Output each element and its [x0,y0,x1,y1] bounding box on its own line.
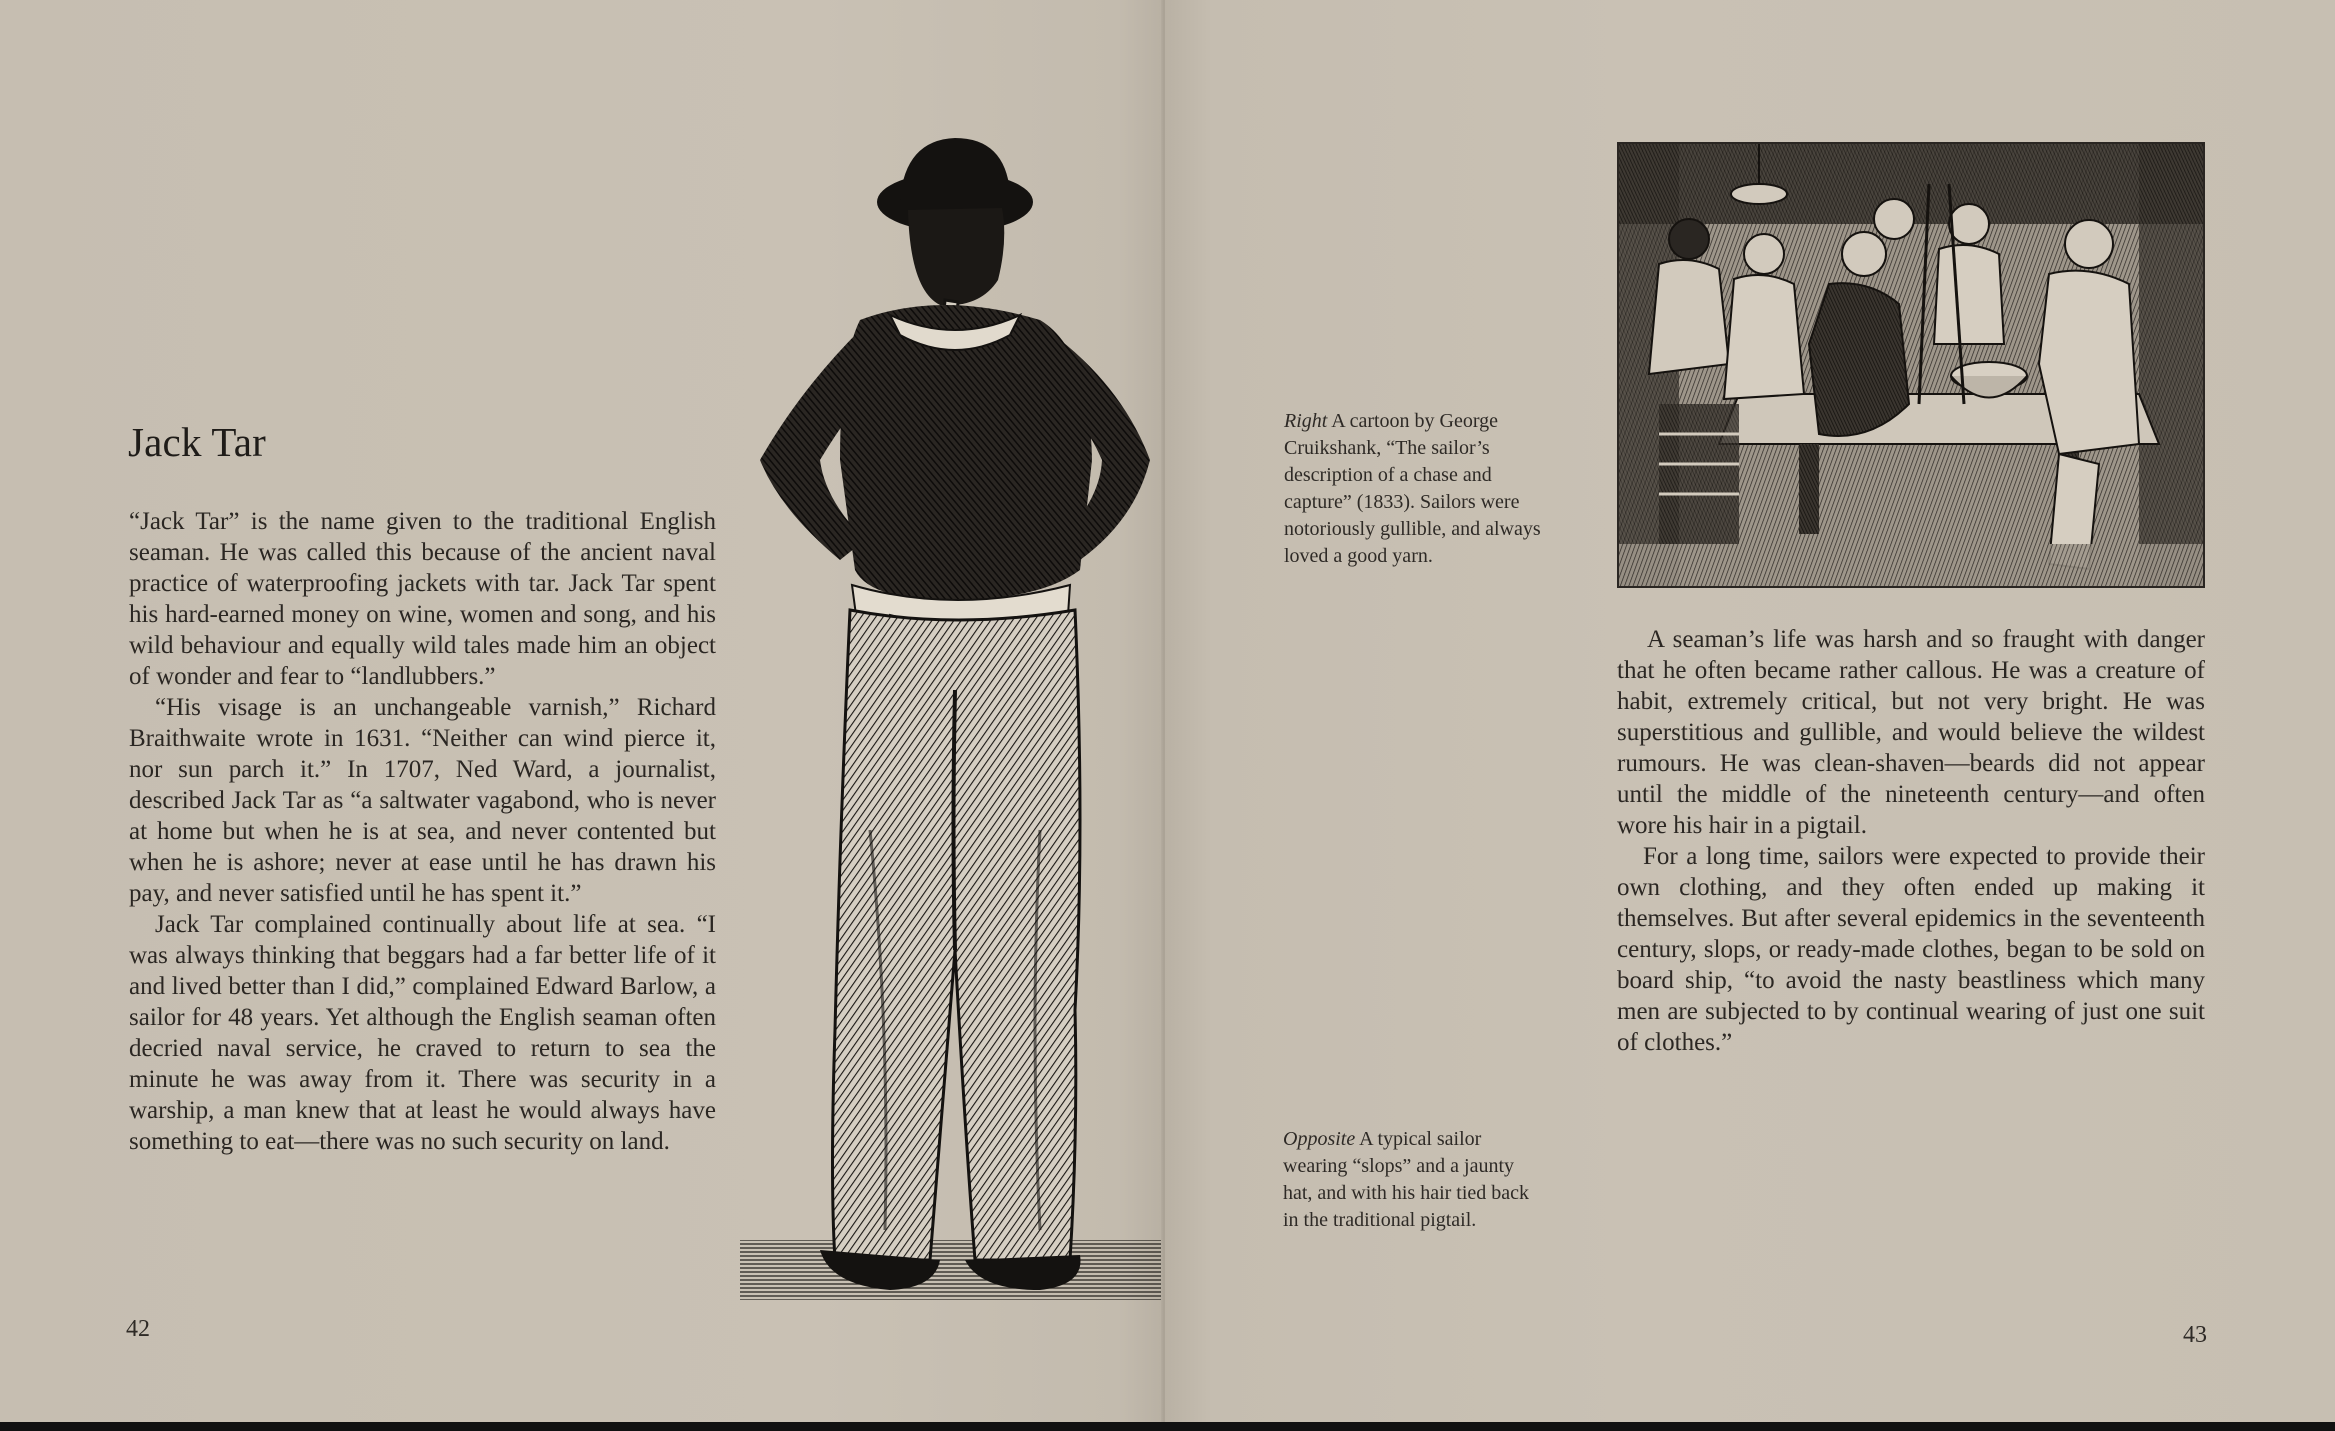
cruikshank-cartoon [1617,142,2205,588]
left-page [0,0,1165,1422]
page-number-left: 42 [126,1316,150,1342]
page-number-right: 43 [2183,1322,2207,1348]
right-paragraph-1: A seaman’s life was harsh and so fraught with danger that he often became rather callous. He was a creature of habit, extremely critical, but not very bright. He was superstitious and gullible, and would believe the wildest rumours. He was clean-shaven—beards did not appear until the middle of the nineteenth century—and often wore his hair in a pigtail. [1617,626,2205,839]
caption-opposite-text: A typical sailor wearing “slops” and a jaunty hat, and with his hair tied back in the traditional pigtail. [1283,1128,1530,1231]
caption-right [1284,408,1546,570]
left-body-text [129,506,716,1157]
right-paragraph-2: For a long time, sailors were expected to provide their own clothing, and they often ended up making it themselves. But after several epidemics in the seventeenth century, slops, or ready-made clothes, began to be sold on board ship, “to avoid the nasty beastliness which many men are subjected to by continual wearing of just one suit of clothes.” [1617,843,2205,1056]
left-paragraph-2: “His visage is an unchangeable varnish,” Richard Braithwaite wrote in 1631. “Neither can wind pierce it, nor sun parch it.” In 1707, Ned Ward, a journalist, described Jack Tar as “a saltwater vagabond, who is never at home but when he is at sea, and never contented but when he is ashore; never at ease until he has drawn his pay, and never satisfied until he has spent it.” [129,694,716,907]
left-paragraph-1: “Jack Tar” is the name given to the traditional English seaman. He was called this because of the ancient naval practice of waterproofing jackets with tar. Jack Tar spent his hard-earned money on wine, women and song, and his wild behaviour and equally wild tales made him an object of wonder and fear to “landlubbers.” [129,508,716,690]
right-body-text [1617,624,2205,1058]
left-paragraph-3: Jack Tar complained continually about life at sea. “I was always thinking that beggars had a far better life of it and lived better than I did,” complained Edward Barlow, a sailor for 48 years. Yet although the English seaman often decried naval service, he craved to return to sea the minute he was away from it. There was security in a warship, a man knew that at least he would always have something to eat—there was no such security on land. [129,911,716,1155]
sailor-illustration [740,130,1165,1320]
page-heading: Jack Tar [128,419,266,465]
caption-right-text: A cartoon by George Cruikshank, “The sailor’s description of a chase and capture” (1833). Sailors were notoriously gullible, and always loved a good yarn. [1284,410,1541,567]
caption-right-lead: Right [1284,410,1328,432]
caption-opposite-lead: Opposite [1283,1128,1356,1150]
caption-opposite [1283,1126,1545,1234]
bottom-bar [0,1422,2335,1431]
